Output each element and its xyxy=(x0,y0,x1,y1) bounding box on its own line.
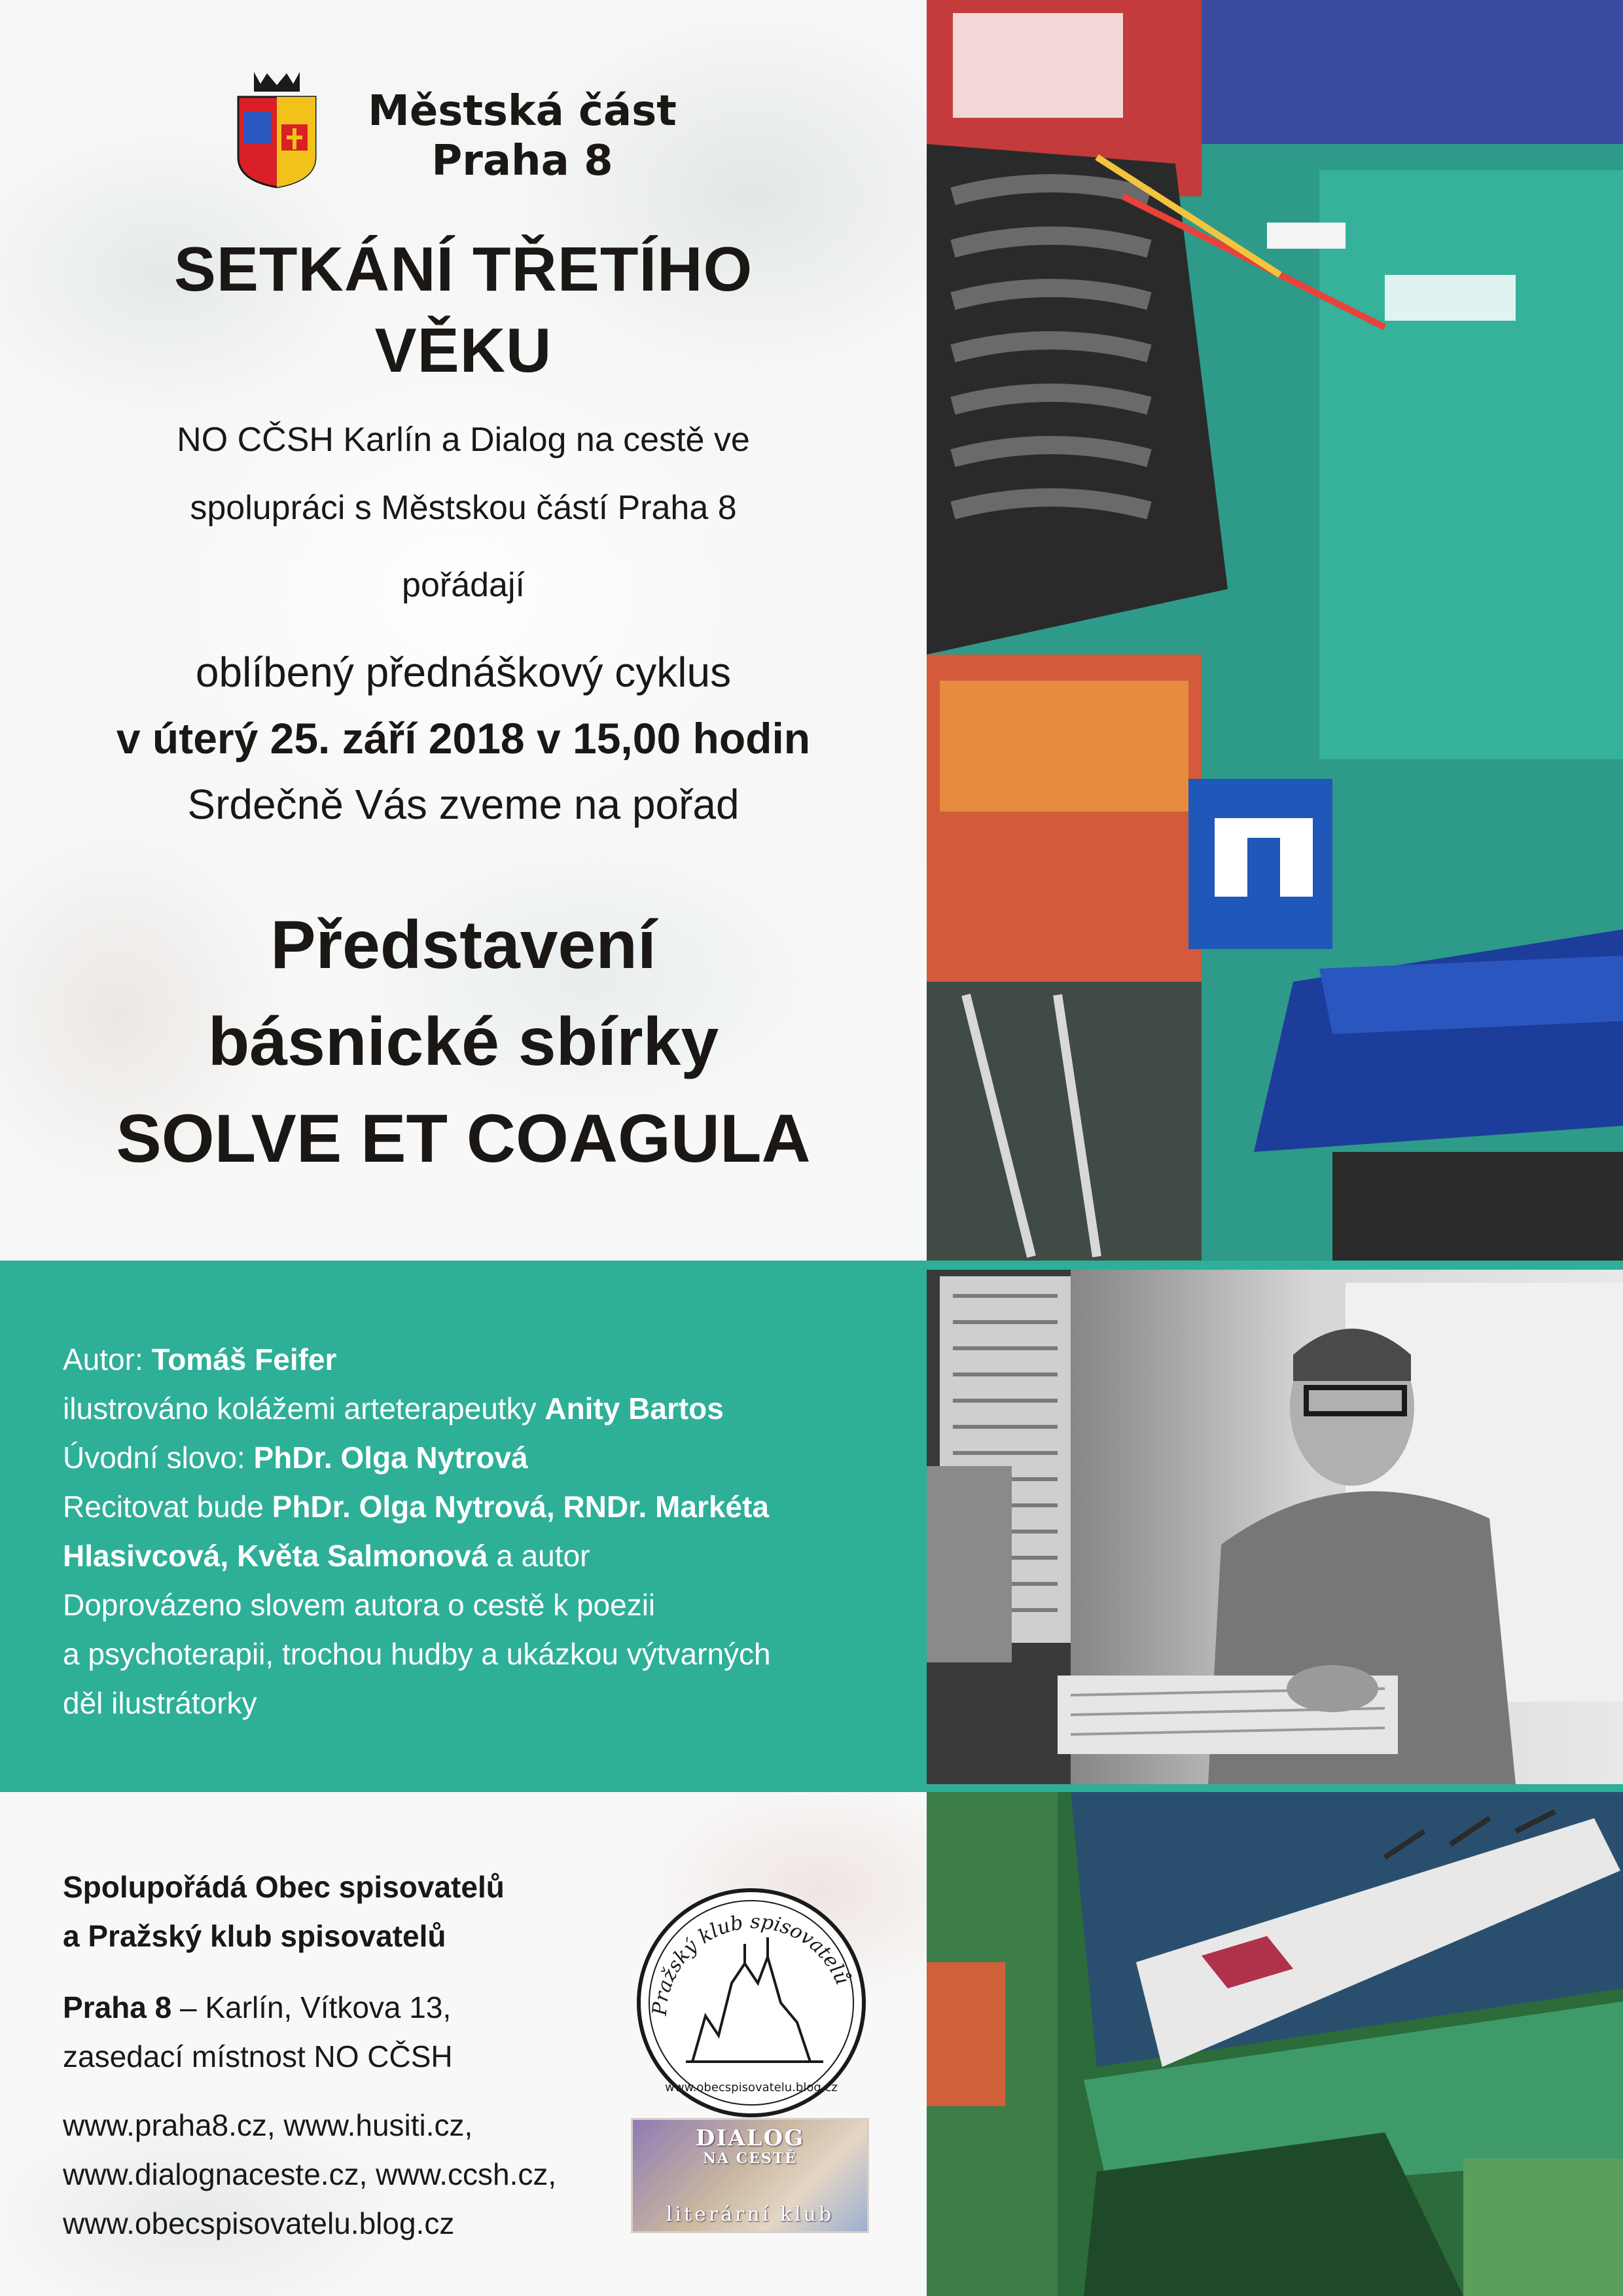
stamp-arc-text: Pražský klub spisovatelů xyxy=(648,1910,854,2017)
collage-artwork-shapes xyxy=(927,0,1623,1261)
collage-artwork-top xyxy=(927,0,1623,1261)
stamp-url: www.obecspisovatelu.blog.cz xyxy=(665,2081,838,2094)
organizers-verb: pořádají xyxy=(402,566,525,604)
district-line2: Praha 8 xyxy=(431,137,613,185)
invitation-text: Srdečně Vás zveme na pořad xyxy=(187,781,740,828)
show-title-line3: SOLVE ET COAGULA xyxy=(116,1101,811,1177)
website-line3[interactable]: www.obecspisovatelu.blog.cz xyxy=(63,2206,455,2240)
illustrator-name: Anity Bartos xyxy=(544,1391,724,1426)
coorganizers-line1: Spolupořádá Obec spisovatelů xyxy=(63,1870,505,1904)
show-title xyxy=(0,897,927,1187)
coorganizers xyxy=(63,1863,652,1961)
credits-accompanied-2: a psychoterapii, trochou hudby a ukázkou výtvarných xyxy=(63,1637,771,1671)
writers-club-stamp-logo xyxy=(633,1885,869,2121)
district-line1: Městská část xyxy=(368,87,677,135)
organizers-line1: NO CČSH Karlín a Dialog na cestě ve xyxy=(177,421,750,459)
venue-room: zasedací místnost NO CČSH xyxy=(63,2039,453,2073)
collage-bottom-shapes xyxy=(927,1792,1623,2296)
intro-speaker: PhDr. Olga Nytrová xyxy=(253,1441,528,1475)
dialog-logo-subtitle: literární klub xyxy=(666,2203,834,2226)
dialog-na-ceste-logo xyxy=(631,2118,869,2233)
credits-author: Autor: Tomáš Feifer xyxy=(63,1342,337,1376)
websites-block xyxy=(63,2101,717,2248)
praha8-coat-of-arms-icon xyxy=(234,65,319,190)
website-line2[interactable]: www.dialognaceste.cz, www.ccsh.cz, xyxy=(63,2157,557,2191)
venue-block xyxy=(63,1983,652,2081)
organizers-line2: spolupráci s Městskou částí Praha 8 xyxy=(190,489,737,527)
website-line1[interactable]: www.praha8.cz, www.husiti.cz, xyxy=(63,2108,473,2142)
credits-recite-1: Recitovat bude PhDr. Olga Nytrová, RNDr. Markéta xyxy=(63,1490,769,1524)
author-photo xyxy=(927,1270,1623,1784)
credits-intro: Úvodní slovo: PhDr. Olga Nytrová xyxy=(63,1441,528,1475)
show-title-line1: Představení xyxy=(270,907,656,983)
event-title-line1: SETKÁNÍ TŘETÍHO xyxy=(173,234,753,304)
dialog-logo-title: DIALOG NA CESTĚ xyxy=(695,2125,805,2167)
credits-block xyxy=(63,1335,907,1728)
credits-illustrator: ilustrováno kolážemi arteterapeutky Anity Bartos xyxy=(63,1391,724,1426)
author-photo-shapes xyxy=(927,1270,1623,1784)
district-title xyxy=(359,86,686,186)
credits-accompanied-1: Doprovázeno slovem autora o cestě k poezii xyxy=(63,1588,656,1622)
show-title-line2: básnické sbírky xyxy=(207,1004,719,1080)
event-datetime: v úterý 25. září 2018 v 15,00 hodin xyxy=(116,714,811,762)
collage-artwork-bottom xyxy=(927,1792,1623,2296)
author-name: Tomáš Feifer xyxy=(151,1342,337,1376)
coorganizers-line2: a Pražský klub spisovatelů xyxy=(63,1919,446,1953)
venue-address: Praha 8 – Karlín, Vítkova 13, xyxy=(63,1990,452,2024)
venue-city: Praha 8 xyxy=(63,1990,172,2024)
credits-accompanied-3: děl ilustrátorky xyxy=(63,1686,257,1720)
event-title xyxy=(0,229,927,391)
cycle-text: oblíbený přednáškový cyklus xyxy=(195,649,732,696)
credits-recite-2: Hlasivcová, Květa Salmonová a autor xyxy=(63,1539,590,1573)
event-title-line2: VĚKU xyxy=(374,315,552,386)
